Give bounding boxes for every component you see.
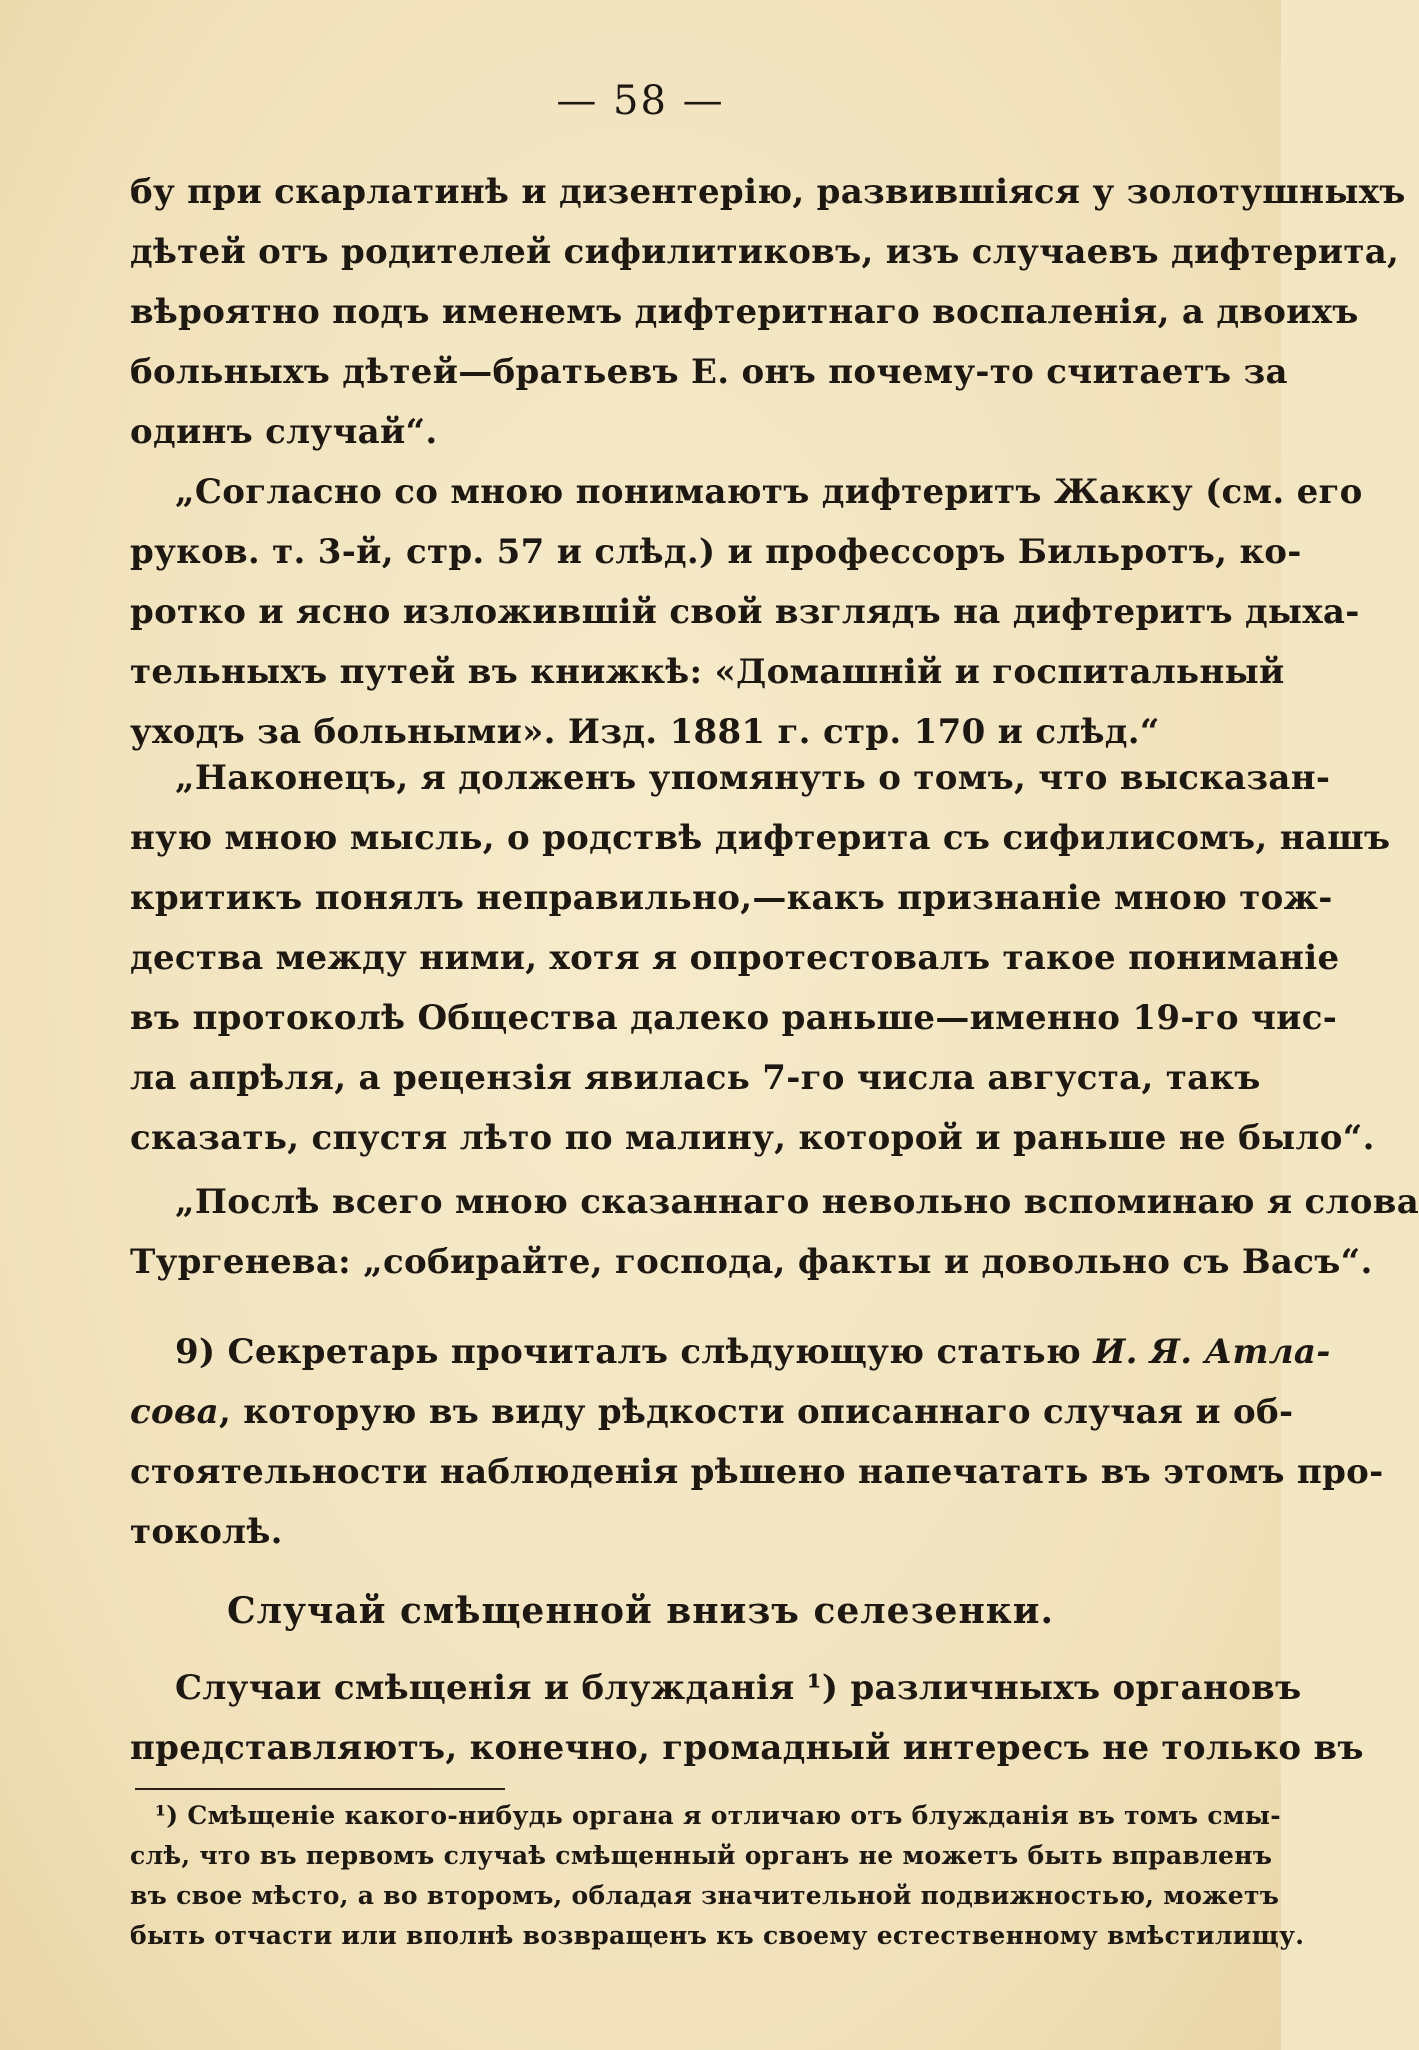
footnote-divider	[135, 1788, 505, 1790]
text-line: Случаи смѣщенія и блужданія ¹) различныхъ органовъ	[175, 1668, 1302, 1708]
text-line: въ протоколѣ Общества далеко раньше—именно 19-го чис-	[130, 998, 1338, 1038]
text-run: , которую въ виду рѣдкости описаннаго случая и об-	[218, 1392, 1294, 1432]
text-line: стоятельности наблюденія рѣшено напечатать въ этомъ про-	[130, 1452, 1384, 1492]
text-line: ную мною мысль, о родствѣ дифтерита съ сифилисомъ, нашъ	[130, 818, 1391, 858]
text-line: руков. т. 3-й, стр. 57 и слѣд.) и профессоръ Бильротъ, ко-	[130, 532, 1302, 572]
text-line: ла апрѣля, а рецензія явилась 7-го числа августа, такъ	[130, 1058, 1261, 1098]
text-line: Тургенева: „собирайте, господа, факты и довольно съ Васъ“.	[130, 1242, 1373, 1282]
text-line: критикъ понялъ неправильно,—какъ признаніе мною тож-	[130, 878, 1333, 918]
paragraph-continuation	[130, 162, 1406, 462]
text-line: „Наконецъ, я долженъ упомянуть о томъ, что высказан-	[175, 758, 1331, 798]
paragraph-secretary	[130, 1322, 1384, 1562]
paragraph-quote-finally	[130, 748, 1391, 1168]
section-heading: Случай смѣщенной внизъ селезенки.	[226, 1590, 1055, 1632]
text-line: тельныхъ путей въ книжкѣ: «Домашній и госпитальный	[130, 652, 1285, 692]
footnote	[130, 1796, 1305, 1956]
text-line: дѣтей отъ родителей сифилитиковъ, изъ случаевъ дифтерита,	[130, 232, 1400, 272]
page-number: — 58 —	[556, 78, 725, 124]
text-line: сказать, спустя лѣто по малину, которой и раньше не было“.	[130, 1118, 1375, 1158]
paragraph-intro	[130, 1658, 1364, 1778]
text-line: больныхъ дѣтей—братьевъ Е. онъ почему-то считаетъ за	[130, 352, 1288, 392]
text-line: вѣроятно подъ именемъ дифтеритнаго воспаленія, а двоихъ	[130, 292, 1359, 332]
footnote-line: въ свое мѣсто, а во второмъ, обладая значительной подвижностью, можетъ	[130, 1881, 1280, 1910]
text-line: „Послѣ всего мною сказаннаго невольно вспоминаю я слова	[175, 1182, 1419, 1222]
text-line: токолѣ.	[130, 1512, 283, 1552]
text-line: одинъ случай“.	[130, 412, 438, 452]
text-line: дества между ними, хотя я опротестовалъ такое пониманіе	[130, 938, 1340, 978]
text-line	[130, 1382, 1294, 1442]
text-run: 9) Секретарь прочиталъ слѣдующую статью	[175, 1332, 1094, 1372]
text-line	[130, 1322, 1331, 1382]
text-line: представляютъ, конечно, громадный интересъ не только въ	[130, 1728, 1364, 1768]
author-name: сова	[130, 1392, 219, 1432]
footnote-line: слѣ, что въ первомъ случаѣ смѣщенный органъ не можетъ быть вправленъ	[130, 1841, 1273, 1870]
text-line: уходъ за больными». Изд. 1881 г. стр. 170 и слѣд.“	[130, 712, 1160, 752]
text-line: ротко и ясно изложившій свой взглядъ на дифтеритъ дыха-	[130, 592, 1360, 632]
paragraph-quote-turgenev	[130, 1172, 1419, 1292]
footnote-line: ¹) Смѣщеніе какого-нибудь органа я отличаю отъ блужданія въ томъ смы-	[155, 1801, 1281, 1830]
footnote-line: быть отчасти или вполнѣ возвращенъ къ своему естественному вмѣстилищу.	[130, 1921, 1305, 1950]
author-name: И. Я. Атла-	[1093, 1332, 1331, 1372]
text-line: „Согласно со мною понимаютъ дифтеритъ Жакку (см. его	[175, 472, 1363, 512]
text-line: бу при скарлатинѣ и дизентерію, развившіяся у золотушныхъ	[130, 172, 1406, 212]
paragraph-quote-zhakku	[130, 462, 1363, 762]
